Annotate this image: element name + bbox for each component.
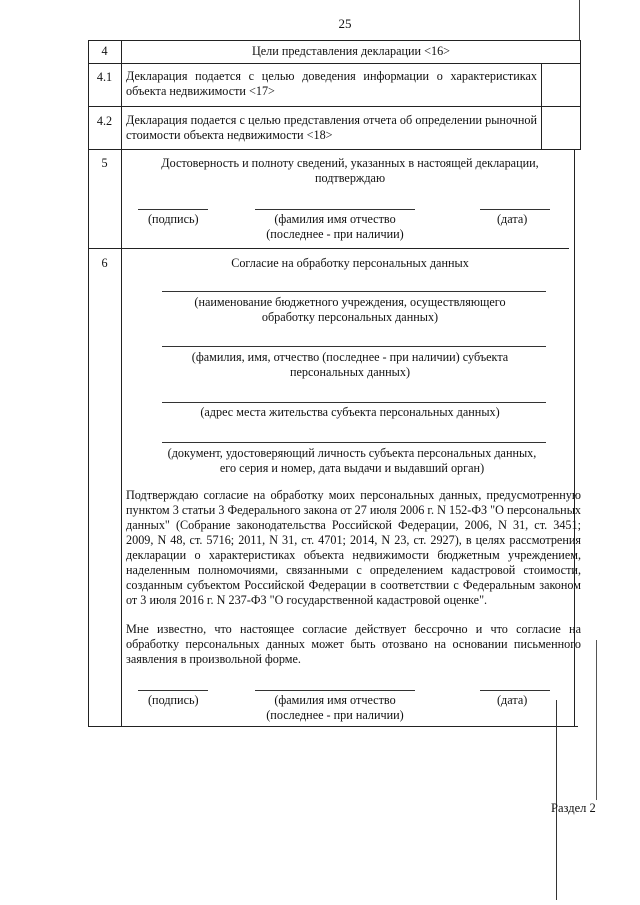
date-line-2[interactable] [480, 690, 550, 691]
fio-caption-2b: (последнее - при наличии) [266, 708, 404, 722]
row-4-1-number: 4.1 [96, 70, 113, 84]
address-caption: (адрес места жительства субъекта персональных данных) [200, 405, 500, 419]
row-4-title: Цели представления декларации <16> [251, 44, 451, 58]
row-4-1-checkbox[interactable] [542, 64, 580, 106]
signature-caption: (подпись) [148, 212, 199, 226]
signature-line[interactable] [138, 209, 208, 210]
fio-caption-2a: (фамилия имя отчество [274, 693, 396, 707]
row-4-2-text: Декларация подается с целью представления отчета об определении рыночной стоимости объекта недвижимости <18> [126, 113, 537, 142]
date-line[interactable] [480, 209, 550, 210]
subject-name-line[interactable] [162, 346, 546, 347]
date-caption: (дата) [497, 212, 528, 226]
institution-line[interactable] [162, 291, 546, 292]
row-6-number: 6 [101, 256, 108, 270]
address-line[interactable] [162, 402, 546, 403]
row-6-title: Согласие на обработку персональных данных [231, 256, 469, 270]
consent-paragraph: Подтверждаю согласие на обработку моих персональных данных, предусмотренную пунктом 3 статьи 3 Федерального закона от 27 июля 2006 г. N 152-ФЗ "О персональных данных" (Собрание законодательства Российской Федерации, 2006, N 31, ст. 3451; 2009, N 48, ст. 5716; 2011, N 31, ст. 4701; 2014, N 23, ст. 2927), в целях рассмотрения декларации о характеристиках объекта недвижимости бюджетным учреждением, наделенным полномочиями, связанными с определением кадастровой стоимости, созданным субъектом Российской Федерации в соответствии с Федеральным законом от 3 июля 2016 г. N 237-ФЗ "О государственной кадастровой оценке". [126, 488, 581, 607]
signature-line-2[interactable] [138, 690, 208, 691]
fio-line-2[interactable] [255, 690, 415, 691]
section-label: Раздел 2 [551, 801, 596, 815]
institution-caption-2: обработку персональных данных) [261, 310, 439, 324]
row-5-number: 5 [101, 156, 108, 170]
subject-name-caption-2: персональных данных) [289, 365, 411, 379]
date-caption-2: (дата) [497, 693, 528, 707]
document-caption-1: (документ, удостоверяющий личность субъекта персональных данных, [167, 446, 537, 460]
document-line[interactable] [162, 442, 546, 443]
fio-line[interactable] [255, 209, 415, 210]
page-number: 25 [338, 16, 352, 31]
fio-caption-2: (последнее - при наличии) [266, 227, 404, 241]
consent-paragraph-2: Мне известно, что настоящее согласие действует бессрочно и что согласие на обработку персональных данных может быть отозвано на основании письменного заявления в произвольной форме. [126, 622, 581, 666]
row-4-2-number: 4.2 [96, 114, 113, 128]
row-4-1-text: Декларация подается с целью доведения информации о характеристиках объекта недвижимости <17> [126, 69, 537, 98]
institution-caption-1: (наименование бюджетного учреждения, осуществляющего [194, 295, 506, 309]
row-4-2-checkbox[interactable] [542, 107, 580, 149]
row-4-number: 4 [101, 44, 108, 58]
signature-caption-2: (подпись) [148, 693, 199, 707]
fio-caption-1: (фамилия имя отчество [274, 212, 396, 226]
row-5-text: Достоверность и полноту сведений, указанных в настоящей декларации, подтверждаю [161, 156, 539, 185]
subject-name-caption-1: (фамилия, имя, отчество (последнее - при наличии) субъекта [191, 350, 509, 364]
document-caption-2: его серия и номер, дата выдачи и выдавший орган) [219, 461, 485, 475]
